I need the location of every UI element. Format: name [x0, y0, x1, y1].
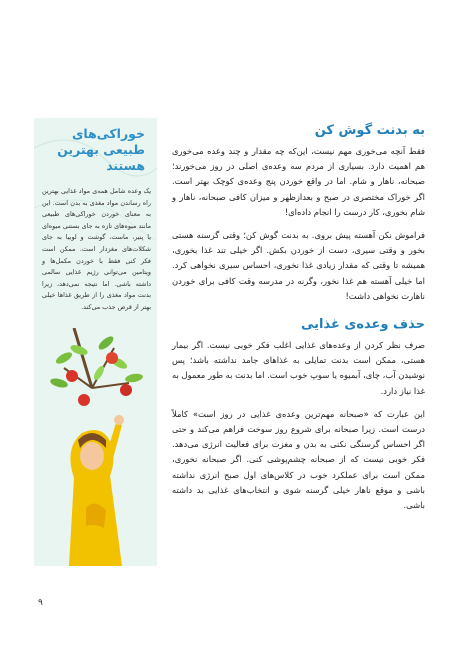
paragraph: این عبارت که «صبحانه مهم‌ترین وعده‌ی غذایی در روز است» کاملاً درست است. زیرا صبحانه برای شروع روز سوخت فراهم می‌کند و حتی اگر احساس گرسنگی نکنی به بدن و مغزت برای فعالیت انرژی می‌دهد. فکر خوبی نیست که از صبحانه چشم‌پوشی کنی. اگر صبحانه نخوری، ممکن است برای عملکرد خوب در کلاس‌های اول صبح انرژی نداشته باشی و موقع ناهار خیلی گرسنه شوی و انتخاب‌های غذایی بد داشته باشی.: [172, 408, 425, 511]
sidebar-title: خوراکی‌های طبیعی بهترین هستند: [57, 126, 145, 173]
page-number: ۹: [38, 598, 43, 608]
paragraph: فراموش نکن آهسته پیش بروی. به بدنت گوش کن؛ وقتی گرسنه هستی بخور و وقتی سیری، دست از خوردن بکش. اگر خیلی تند غذا بخوری، همیشه تا وقتی که مقدار زیادی غذا نخوری، احساس سیری نخواهی کرد. اما خیلی آهسته هم غذا نخور، وگرنه در مدرسه وقت کافی برای خوردن ناهارت نخواهی داشت!: [172, 230, 425, 301]
girl-picking-fruit-illustration: [34, 328, 157, 566]
paragraph: صرف نظر کردن از وعده‌های غذایی اغلب فکر خوبی نیست. اگر بیمار هستی، ممکن است بدنت تمایلی به غذاهای جامد نداشته باشد؛ پس نوشیدن آب، چای، آبمیوه یا سوپ خوب است. اما بدنت به طور معمول به غذا نیاز دارد.: [172, 340, 425, 396]
paragraph: فقط آنچه می‌خوری مهم نیست، این‌که چه مقدار و چند وعده می‌خوری هم اهمیت دارد. بسیاری از مردم سه وعده‌ی اصلی در روز می‌خورند؛ صبحانه، ناهار و شام. اما در واقع خوردن پنج وعده‌ی کوچک بهتر است. اگر خوراک مختصری در صبح و بعدازظهر و میزان کافی صبحانه، ناهار و شام بخوری، کار درست را انجام داده‌ای!: [172, 146, 425, 217]
sidebar-text: یک وعده شامل همه‌ی مواد غذایی بهترین راه رساندن مواد مغذی به بدن است. این به معنای خوردن خوراکی‌های طبیعی مانند میوه‌های تازه به جای بستنی میوه‌ای یا پنیر، ماست، گوشت و لوبیا به جای شکلات‌های مغزدار است. ممکن است فکر کنی فقط با خوردن مکمل‌ها و ویتامین می‌توانی رژیم غذایی سالمی داشته باشی. اما نتیجه نمی‌دهد، زیرا بدنت مواد مغذی را از طریق غذاها خیلی بهتر از قرص جذب می‌کند.: [42, 187, 151, 311]
section-title-listen-to-body: به بدنت گوش کن: [314, 123, 425, 138]
main-column: [172, 122, 425, 521]
section-title-skipping-meals: حذف وعده‌ی غذایی: [301, 317, 425, 333]
sidebar-box: [34, 118, 157, 566]
